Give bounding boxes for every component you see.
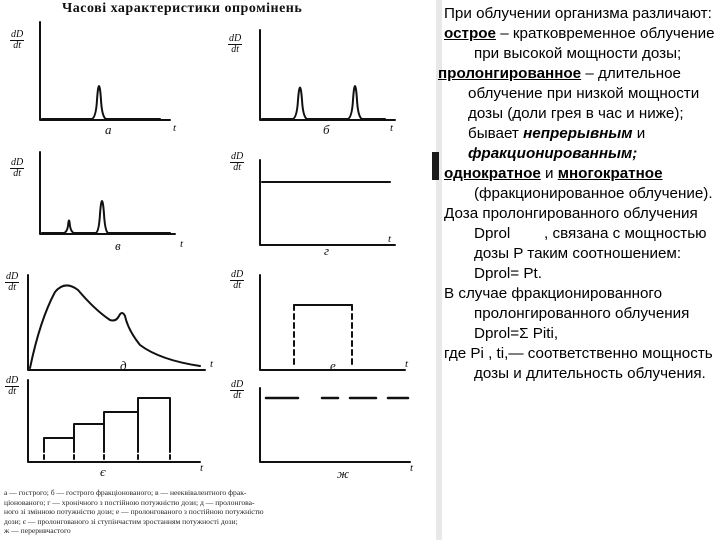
- figure-caption: [4, 488, 436, 536]
- panel-ye-t: t: [200, 462, 204, 474]
- panel-a-graph: [40, 22, 170, 120]
- panel-g-ylabel: dD dt: [231, 151, 244, 173]
- panel-e-ylabel: dD dt: [231, 269, 244, 291]
- panel-a-t: t: [173, 122, 177, 134]
- panel-d-axes: [28, 275, 205, 370]
- panel-ye-dashed: [44, 448, 170, 460]
- panel-e-dashed: [294, 305, 352, 368]
- panel-g-letter: г: [324, 243, 330, 258]
- panel-b-graph: [260, 30, 395, 120]
- panel-d-ylabel: dD dt: [6, 271, 19, 293]
- panel-e-t: t: [405, 358, 409, 370]
- paragraph-prolonged: [438, 64, 718, 164]
- panel-e-letter: е: [330, 358, 336, 373]
- panel-ye-letter: є: [100, 464, 106, 479]
- panel-d-graph: [28, 275, 205, 370]
- panel-zh-t: t: [410, 462, 414, 474]
- panel-b-curve: [262, 86, 385, 119]
- panel-v-ylabel: dD dt: [11, 157, 24, 179]
- panel-b-axes: [260, 30, 395, 120]
- panel-v-graph: [40, 152, 175, 234]
- caption-line: ж — переривчастого: [4, 526, 71, 536]
- panel-d-curve: [30, 285, 200, 368]
- panel-ye-curve: [44, 398, 170, 448]
- panel-ye-axes: [28, 380, 200, 462]
- caption-line: ного зі змінною потужністю дози; е — пролонгованого з постійною потужністю: [4, 507, 264, 517]
- term-continuous: непрерывным: [523, 125, 633, 142]
- panel-ye-graph: [28, 380, 200, 462]
- paragraph-intro: При облучении организма различают:: [444, 5, 712, 22]
- panel-a-curve: [42, 86, 160, 119]
- paragraph-acute: [444, 24, 718, 64]
- panel-b-letter: б: [323, 122, 330, 137]
- panel-a-ylabel: dD dt: [11, 29, 24, 51]
- term-prolonged: пролонгированное: [438, 65, 582, 82]
- panel-v-axes: [40, 152, 175, 234]
- caption-line: дози; є — пролонгованого зі ступінчастим зростанням потужності дози;: [4, 516, 238, 526]
- panel-g-axes: [260, 160, 395, 245]
- panel-v-letter: в: [115, 238, 121, 253]
- paragraph-fractionated-dose: В случае фракционированного пролонгированного облучения Dprol=Σ Piti,: [444, 285, 690, 342]
- panel-zh-letter: ж: [337, 466, 350, 481]
- term-acute: острое: [444, 25, 496, 42]
- prolonged-desc: – длительное облучение при низкой мощности дозы (доли грея в час и ниже); бывает: [468, 65, 700, 142]
- caption-line: ціонованого; г — хронічного з постійною потужністю дози; д — пролонгова-: [4, 497, 255, 507]
- paragraph-where: где Pi , ti,— соответственно мощность дозы и длительность облучения.: [444, 345, 713, 382]
- conj-and-2: и: [540, 165, 558, 182]
- term-multiple: многократное: [557, 165, 663, 182]
- panel-zh-graph: [260, 388, 410, 462]
- panel-zh-ylabel: dD dt: [231, 379, 244, 401]
- panel-v-t: t: [180, 238, 184, 250]
- panel-g-graph: [260, 160, 395, 245]
- panel-e-axes: [260, 275, 405, 370]
- conj-and: и: [632, 125, 646, 142]
- paragraph-dose: Доза пролонгированного облучения Dprol , связана с мощностью дозы P таким соотношением: Dprol= Pt.: [444, 205, 711, 282]
- caption-line: а — гострого; б — гострого фракціонованого; в — нееквівалентного фрак-: [4, 488, 247, 497]
- term-fractionated: фракционированным;: [468, 145, 638, 162]
- figure-title: Часові характеристики опромінень: [62, 1, 303, 16]
- panel-d-t: t: [210, 358, 214, 370]
- multiple-desc: (фракционированное облучение).: [474, 185, 713, 202]
- term-single: однократное: [444, 165, 541, 182]
- panel-a-axes: [40, 22, 170, 120]
- panel-v-curve: [42, 201, 170, 233]
- panel-e-graph: [260, 275, 405, 370]
- panel-g-t: t: [388, 233, 392, 245]
- text-panel: [438, 4, 718, 384]
- panel-b-t: t: [390, 122, 394, 134]
- paragraph-single-multiple: [444, 164, 718, 204]
- acute-desc: – кратковременное облучение при высокой мощности дозы;: [474, 25, 715, 62]
- panel-ye-ylabel: dD dt: [6, 375, 19, 397]
- black-marker: [432, 152, 439, 180]
- panel-b-ylabel: dD dt: [229, 33, 242, 55]
- panel-a-letter: а: [105, 122, 112, 137]
- panel-d-letter: д: [120, 358, 127, 373]
